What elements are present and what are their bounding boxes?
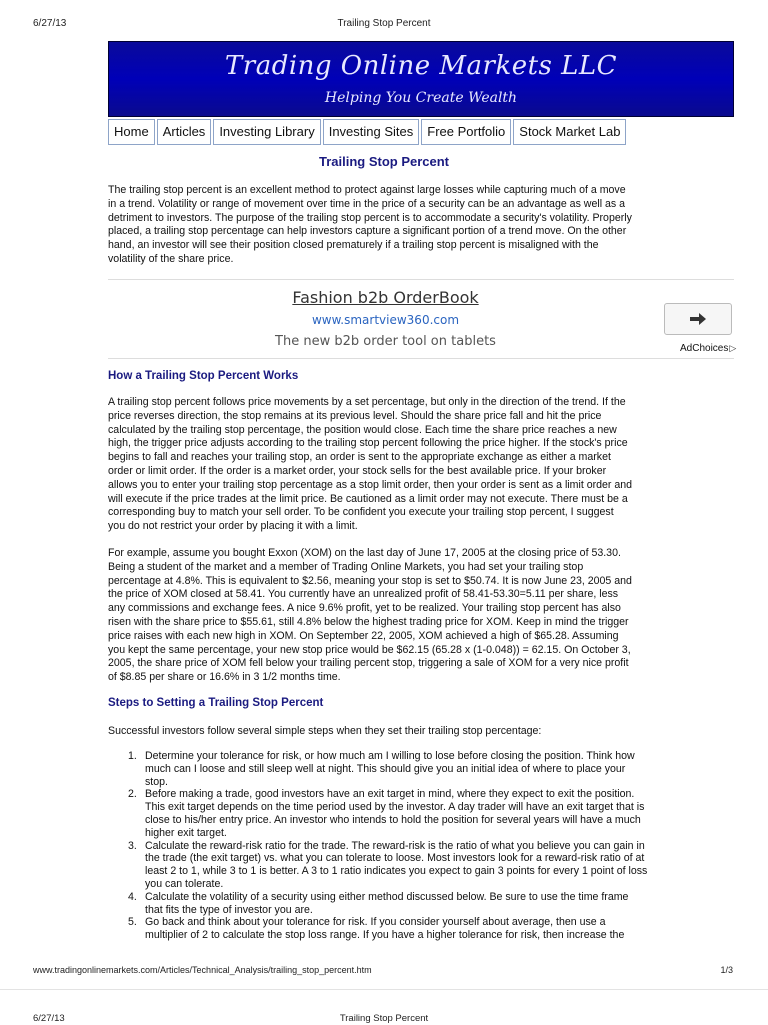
steps-list	[108, 750, 648, 942]
print-date: 6/27/13	[33, 18, 67, 29]
intro-paragraph: The trailing stop percent is an excellent method to protect against large losses while capturing much of a move in a trend. Volatility or range of movement over time in the price of a security can be an advantage as well as a detriment to investors. The purpose of the trailing stop percent is to accommodate a security's volatility. Properly placed, a trailing stop percentage can help investors capture a significant portion of a trend move. On the other hand, an investor will see their position closed prematurely if a trailing stop percent is misaligned with the volatility of the share price.	[108, 184, 632, 265]
list-item	[108, 891, 648, 917]
step-text: Calculate the reward-risk ratio for the trade. The reward-risk is the ratio of what you believe you can gain in the trade (the exit target) vs. what you can tolerate to loose. Most investors look for a reward-risk ratio of at least 2 to 1, while 3 to 1 is better. A 3 to 1 ratio indicates you expect to gain 3 points for every 1 point of loss you can tolerate.	[145, 839, 648, 890]
ad-description: The new b2b order tool on tablets	[275, 334, 496, 349]
section1-paragraph-2: For example, assume you bought Exxon (XOM) on the last day of June 17, 2005 at the closing price of 53.30. Being a student of the market and a member of Trading Online Markets, you had set your trailing stop percentage at 4.8%. This is equivalent to $2.56, meaning your stop is set to $50.74. It is now June 23, 2005 and the price of XOM closed at 58.41. You currently have an unrealized profit of 58.41-53.30=5.11 per share, less any commissions and exchange fees. A nice 9.6% profit, yet to be realized. Your trailing stop percent has also risen with the share price to $55.61, still 4.8% below the highest trading price for XOM. Keep in mind the trigger price raises with each new high in XOM. On September 22, 2005, XOM achieved a high of $65.28. Assuming you kept the same percentage, your new stop price would be $62.15 (65.28 x (1-0.048)) = 62.15. On October 3, 2005, the share price of XOM fell below your trailing percent stop, triggering a sale of XOM for a very nice profit of $8.85 per share or 16.6% in 3 1/2 months time.	[108, 547, 632, 684]
ad-choices-icon: ▷	[729, 343, 737, 353]
nav-investing-sites[interactable]: Investing Sites	[323, 119, 420, 145]
print-title: Trailing Stop Percent	[337, 18, 431, 29]
print-header	[0, 18, 768, 32]
step-text: Before making a trade, good investors have an exit target in mind, where they expect to exit the position. This exit target depends on the time period used by the investor. A day trader will have an exit target that is close to his/her entry price. An investor who intends to hold the position for several years will have a much higher exit target.	[145, 788, 645, 839]
step-text: Determine your tolerance for risk, or how much am I willing to lose before closing the position. Think how much can I loose and still sleep well at night. This should give you an initial idea of where to place your stop.	[145, 750, 635, 788]
step-number: 3.	[128, 839, 137, 852]
ad-banner[interactable]	[108, 279, 737, 359]
section2-intro: Successful investors follow several simple steps when they set their trailing stop percentage:	[108, 725, 542, 737]
list-item	[108, 788, 648, 839]
nav-free-portfolio[interactable]: Free Portfolio	[421, 119, 511, 145]
ad-arrow-button[interactable]	[664, 303, 732, 335]
list-item	[108, 840, 648, 891]
step-number: 4.	[128, 890, 137, 903]
list-item	[108, 916, 648, 942]
nav-stock-market-lab[interactable]: Stock Market Lab	[513, 119, 626, 145]
print-footer	[33, 965, 733, 979]
nav-articles[interactable]: Articles	[157, 119, 212, 145]
step-text: Calculate the volatility of a security using either method discussed below. Be sure to use the time frame that fits the type of investor you are.	[145, 890, 629, 916]
ad-choices-link[interactable]	[680, 343, 736, 354]
section-heading-how: How a Trailing Stop Percent Works	[108, 370, 299, 382]
site-banner	[108, 41, 734, 117]
step-number: 1.	[128, 750, 137, 762]
article-title: Trailing Stop Percent	[318, 154, 450, 169]
next-page-header	[0, 1013, 768, 1025]
section-heading-steps: Steps to Setting a Trailing Stop Percent	[108, 697, 324, 709]
next-page-date: 6/27/13	[33, 1013, 65, 1024]
section1-paragraph-1: A trailing stop percent follows price movements by a set percentage, but only in the direction of the trend. If the price reverses direction, the stop remains at its previous level. Should the share price fall and hit the price calculated by the trailing stop percentage, the position would close. Each time the share price reaches a new high, the trigger price adjusts according to the trailing stop percent following the price higher. If the stock's price begins to fall and reaches your trailing stop, an order is sent to the appropriate exchange as either a market order or limit order. If the order is a market order, your stock sells for the best available price. If your broker allows you to enter your trailing stop percentage as a stop limit order, then your order is sent as a limit order and will execute if the price trades at the limit price. Be cautioned as a limit order may not execute. There must be a corresponding buy to match your sell order. To be confident you execute your trailing stop percent, I suggest you do not restrict your order by placing it with a limit.	[108, 396, 633, 533]
nav-investing-library[interactable]: Investing Library	[213, 119, 320, 145]
site-brand: Trading Online Markets LLC	[224, 51, 618, 81]
ad-choices-label: AdChoices	[680, 343, 729, 354]
site-tagline: Helping You Create Wealth	[324, 90, 518, 106]
print-footer-url: www.tradingonlinemarkets.com/Articles/Technical_Analysis/trailing_stop_percent.htm	[33, 965, 372, 975]
nav-home[interactable]: Home	[108, 119, 155, 145]
arrow-right-icon	[689, 312, 707, 326]
step-number: 2.	[128, 788, 137, 801]
page-divider	[0, 989, 768, 990]
ad-url[interactable]: www.smartview360.com	[311, 313, 460, 327]
print-page-number: 1/3	[720, 965, 733, 975]
list-item	[108, 750, 648, 788]
main-nav	[108, 119, 626, 145]
step-text: Go back and think about your tolerance for risk. If you consider yourself about average, then use a multiplier of 2 to calculate the stop loss range. If you have a higher tolerance for risk, then increase the	[145, 916, 625, 942]
step-number: 5.	[128, 916, 137, 929]
ad-title[interactable]: Fashion b2b OrderBook	[292, 288, 479, 307]
next-page-title: Trailing Stop Percent	[339, 1013, 429, 1024]
